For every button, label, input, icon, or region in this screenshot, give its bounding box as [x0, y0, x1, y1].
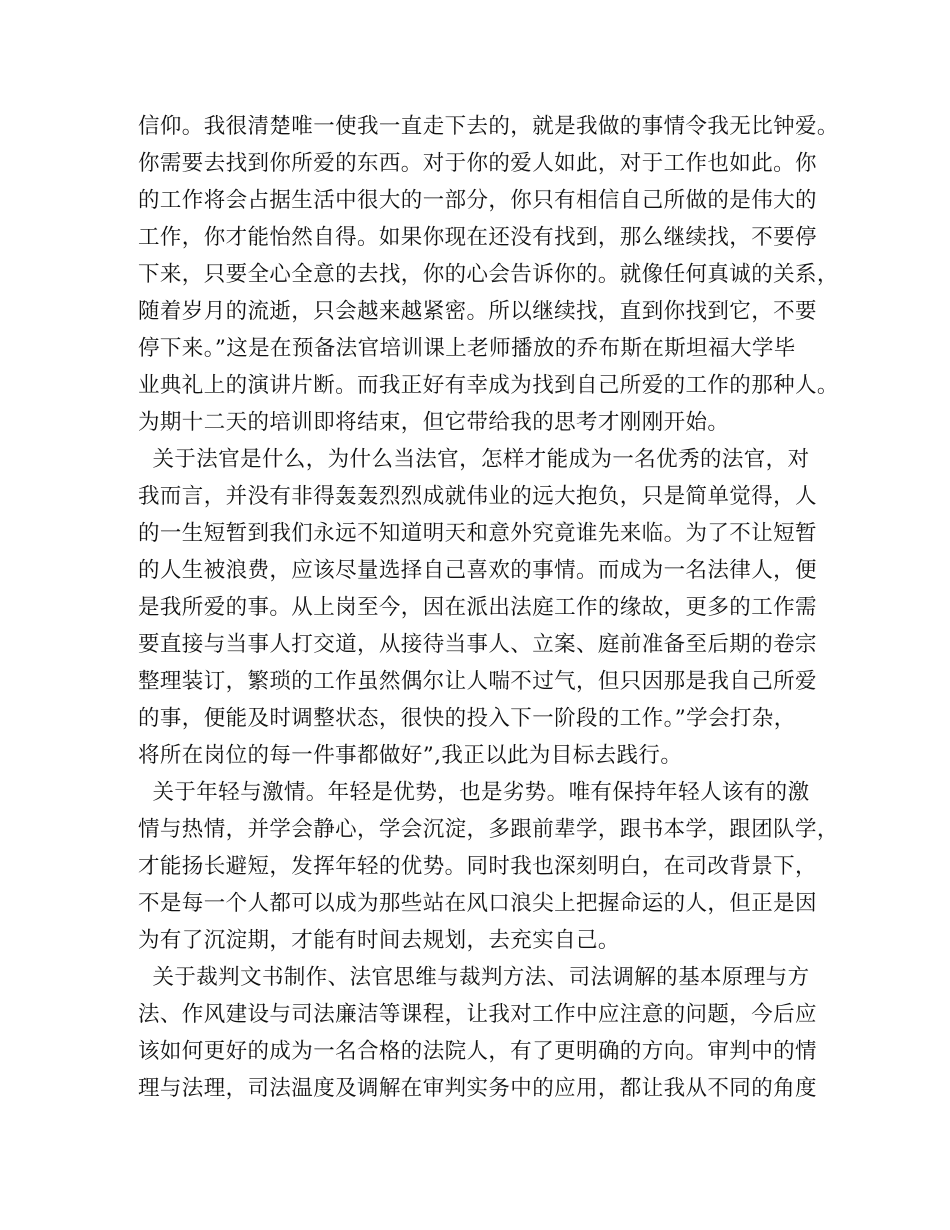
text-line: 的人生被浪费，应该尽量选择自己喜欢的事情。而成为一名法律人，便: [138, 558, 817, 583]
text-line: 为期十二天的培训即将结束，但它带给我的思考才刚刚开始。: [138, 410, 730, 435]
text-line: 的事，便能及时调整状态，很快的投入下一阶段的工作。”学会打杂，: [138, 706, 796, 731]
text-line: 整理装订，繁琐的工作虽然偶尔让人喘不过气，但只因那是我自己所爱: [138, 669, 817, 694]
text-line: 你需要去找到你所爱的东西。对于你的爱人如此，对于工作也如此。你: [138, 151, 817, 176]
text-line: 情与热情，并学会静心，学会沉淀，多跟前辈学，跟书本学，跟团队学，: [138, 817, 839, 842]
text-line: 工作，你才能怡然自得。如果你现在还没有找到，那么继续找，不要停: [138, 225, 817, 250]
text-line: 的工作将会占据生活中很大的一部分，你只有相信自己所做的是伟大的: [138, 188, 817, 213]
text-line: 将所在岗位的每一件事都做好”,我正以此为目标去践行。: [138, 743, 683, 768]
text-line: 业典礼上的演讲片断。而我正好有幸成为找到自己所爱的工作的那种人。: [138, 373, 839, 398]
text-line: 不是每一个人都可以成为那些站在风口浪尖上把握命运的人，但正是因: [138, 891, 817, 916]
paragraph-start-line: 关于年轻与激情。年轻是优势，也是劣势。唯有保持年轻人该有的激: [138, 780, 810, 805]
paragraph-start-line: 关于法官是什么，为什么当法官，怎样才能成为一名优秀的法官，对: [138, 447, 810, 472]
text-line: 下来，只要全心全意的去找，你的心会告诉你的。就像任何真诚的关系，: [138, 262, 839, 287]
text-line: 我而言，并没有非得轰轰烈烈成就伟业的远大抱负，只是简单觉得，人: [138, 484, 817, 509]
text-line: 为有了沉淀期，才能有时间去规划，去充实自己。: [138, 928, 620, 953]
text-line: 停下来。”这是在预备法官培训课上老师播放的乔布斯在斯坦福大学毕: [138, 336, 796, 361]
text-line: 随着岁月的流逝，只会越来越紧密。所以继续找，直到你找到它，不要: [138, 299, 817, 324]
text-line: 才能扬长避短，发挥年轻的优势。同时我也深刻明白，在司改背景下，: [138, 854, 817, 879]
text-line: 信仰。我很清楚唯一使我一直走下去的，就是我做的事情令我无比钟爱。: [138, 114, 839, 139]
text-line: 要直接与当事人打交道，从接待当事人、立案、庭前准备至后期的卷宗: [138, 632, 817, 657]
paragraph-start-line: 关于裁判文书制作、法官思维与裁判方法、司法调解的基本原理与方: [138, 965, 810, 990]
text-line: 法、作风建设与司法廉洁等课程，让我对工作中应注意的问题，今后应: [138, 1002, 817, 1027]
text-line: 的一生短暂到我们永远不知道明天和意外究竟谁先来临。为了不让短暂: [138, 521, 817, 546]
text-line: 是我所爱的事。从上岗至今，因在派出法庭工作的缘故，更多的工作需: [138, 595, 817, 620]
text-line: 理与法理，司法温度及调解在审判实务中的应用，都让我从不同的角度: [138, 1076, 817, 1101]
text-line: 该如何更好的成为一名合格的法院人，有了更明确的方向。审判中的情: [138, 1039, 817, 1064]
